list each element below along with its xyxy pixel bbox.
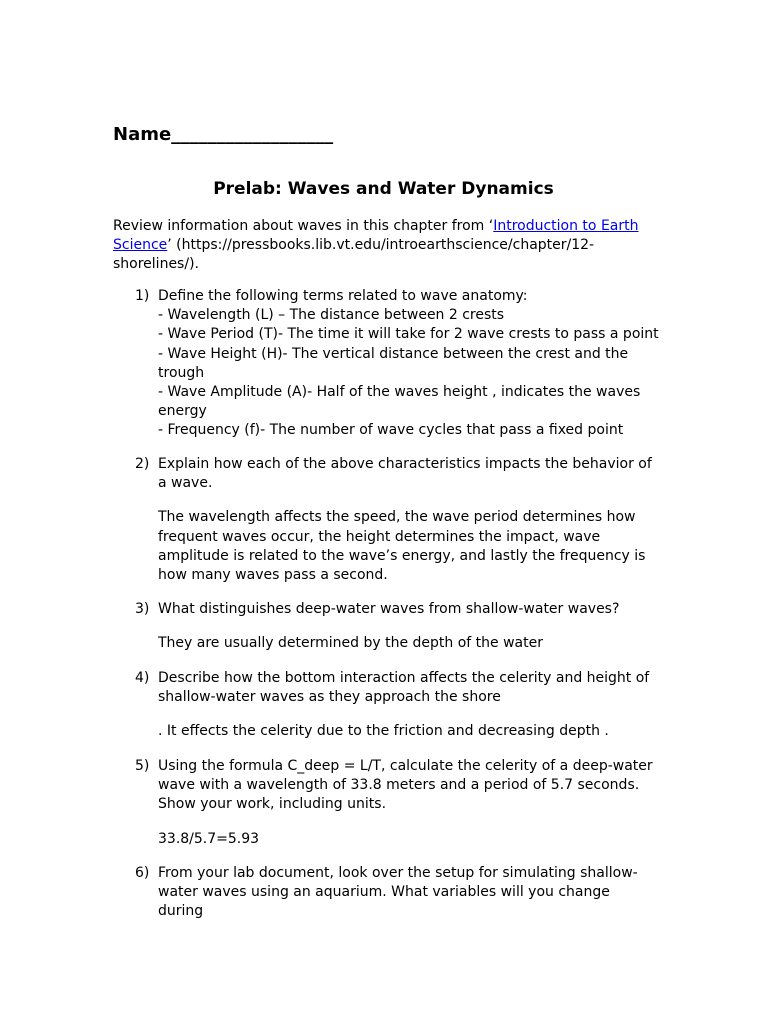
question-body <box>158 757 658 849</box>
term-frequency: - Frequency (f)- The number of wave cycles that pass a fixed point <box>158 422 624 439</box>
question-number: 1) <box>135 288 150 304</box>
term-wave-period: - Wave Period (T)- The time it will take for 2 wave crests to pass a point <box>158 326 659 343</box>
page-title: Prelab: Waves and Water Dynamics <box>213 179 554 199</box>
question-number: 2) <box>135 456 150 472</box>
question-prompt: From your lab document, look over the setup for simulating shallow-water waves using an aquarium. What variables will you change during <box>158 865 638 920</box>
name-field-label: Name__________________ <box>113 124 334 145</box>
term-wave-amplitude: - Wave Amplitude (A)- Half of the waves height , indicates the waves energy <box>158 384 641 420</box>
intro-text-after-link: ’ (https://pressbooks.lib.vt.edu/introearthscience/chapter/12-shorelines/). <box>113 237 595 272</box>
question-prompt: Explain how each of the above characteristics impacts the behavior of a wave. <box>158 456 652 492</box>
term-wave-height: - Wave Height (H)- The vertical distance between the crest and the trough <box>158 345 629 381</box>
term-wavelength: - Wavelength (L) – The distance between 2 crests <box>158 307 505 324</box>
intro-paragraph <box>113 217 643 274</box>
question-body <box>158 669 658 742</box>
answer-text: . It effects the celerity due to the friction and decreasing depth . <box>158 723 609 740</box>
question-number: 5) <box>135 758 150 774</box>
question-number: 6) <box>135 865 150 881</box>
question-prompt: Using the formula C_deep = L/T, calculate the celerity of a deep-water wave with a wavelength of 33.8 meters and a period of 5.7 seconds. Show your work, including units. <box>158 758 653 813</box>
chapter-link[interactable]: Introduction to Earth Science <box>113 218 639 253</box>
answer-text: They are usually determined by the depth of the water <box>158 635 543 652</box>
question-prompt: Describe how the bottom interaction affects the celerity and height of shallow-water waves as they approach the shore <box>158 670 650 706</box>
intro-text-before-link: Review information about waves in this chapter from ‘ <box>113 218 494 234</box>
answer-text: 33.8/5.7=5.93 <box>158 830 260 847</box>
question-body <box>158 455 658 585</box>
question-number: 3) <box>135 601 150 617</box>
question-prompt: Define the following terms related to wave anatomy: <box>158 288 528 304</box>
answer-text: The wavelength affects the speed, the wave period determines how frequent waves occur, the height determines the impact, wave amplitude is related to the wave’s energy, and lastly the frequency is how many waves pass a second. <box>158 509 646 584</box>
question-body <box>158 600 658 653</box>
question-body <box>158 864 658 922</box>
question-number: 4) <box>135 670 150 686</box>
question-prompt: What distinguishes deep-water waves from shallow-water waves? <box>158 601 620 617</box>
question-body <box>158 287 658 441</box>
